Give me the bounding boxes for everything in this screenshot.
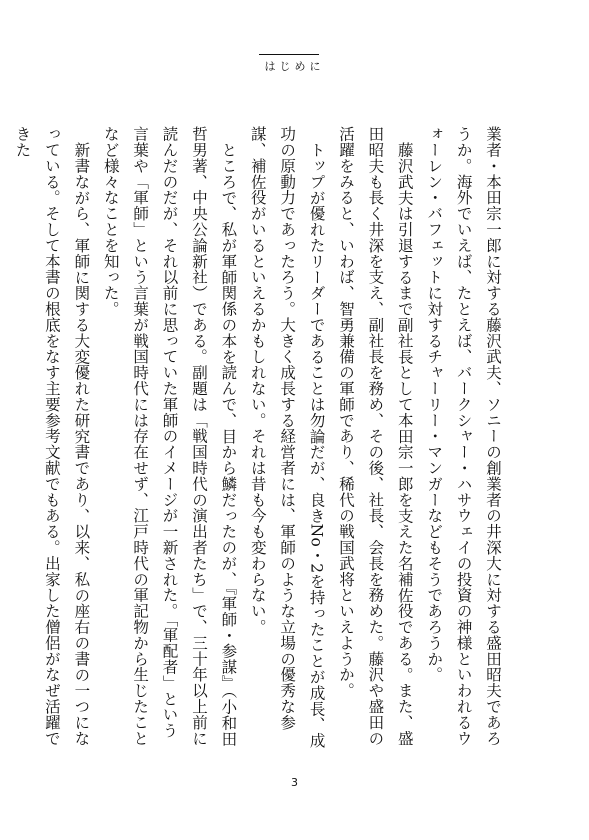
body-text [13,126,507,754]
chapter-header: はじめに [264,60,325,73]
paragraph: トップが優れたリーダーであることは勿論だが、良きNo・2を持ったことが成長、成功の原動力であったろう。大きく成長する経営者には、軍師のような立場の優秀な参謀、補佐役がいるといえるかもしれない。それは昔も今も変わらない。 [248,126,326,748]
paragraph: 業者・本田宗一郎に対する藤沢武夫、ソニーの創業者の井深大に対する盛田昭夫であろうか。海外でいえば、たとえば、バークシャー・ハサウェイの投資の神様といわれるウォーレン・バフェットに対するチャーリー・マンガーなどもそうであろうか。 [425,126,502,747]
paragraph: 藤沢武夫は引退するまで副社長として本田宗一郎を支えた名補佐役である。また、盛田昭夫も長く井深を支え、副社長を務め、その後、社長、会長を務めた。藤沢や盛田の活躍をみると、いわば、智勇兼備の軍師であり、稀代の戦国武将といえようか。 [336,126,414,747]
paragraph: ところで、私が軍師関係の本を読んで、目から鱗だったのが、『軍師・参謀』（小和田哲男著、中央公論新社）である。副題は「戦国時代の演出者たち」で、三十年以上前に読んだのだが、それ以前に思っていた軍師のイメージが一新された。「軍配者」という言葉や「軍師」という言葉が戦国時代には存在せず、江戸時代の軍記物から生じたことなど様々なことを知った。 [101,126,238,747]
paragraph: 新書ながら、軍師に関する大変優れた研究書であり、以来、私の座右の書の一つになっている。そして本書の根底をなす主要参考文献でもある。出家した僧侶がなぜ活躍できた [13,126,91,747]
header-rule [259,54,319,55]
page-number: 3 [291,776,298,789]
